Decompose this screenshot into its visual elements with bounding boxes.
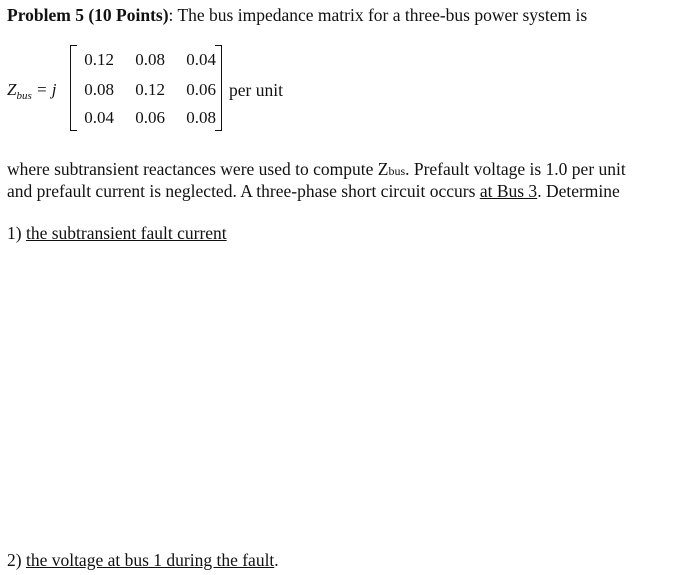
question-number: 2) — [7, 550, 26, 570]
zbus-subscript: bus — [16, 90, 32, 102]
matrix-cell: 0.08 — [135, 50, 165, 69]
paragraph-text: and prefault current is neglected. A three-phase short circuit occurs — [7, 181, 480, 201]
unit-label: per unit — [229, 80, 283, 100]
question-text: the voltage at bus 1 during the fault — [25, 550, 275, 570]
question-number: 1) — [7, 223, 26, 243]
matrix-cell: 0.12 — [135, 80, 165, 99]
question-text: the subtransient fault current — [25, 223, 227, 243]
fault-bus-underline: at Bus 3 — [479, 181, 538, 201]
zbus-letter: Z — [7, 80, 17, 99]
matrix-cell: 0.04 — [186, 50, 216, 69]
zbus-symbol — [7, 80, 56, 100]
matrix-cell: 0.06 — [186, 80, 216, 99]
paragraph-line-2 — [7, 181, 620, 202]
matrix-cell: 0.12 — [84, 50, 114, 69]
paragraph-text: . Prefault voltage is 1.0 per unit — [405, 159, 626, 179]
question-1 — [7, 223, 227, 244]
equals-j: = j — [36, 80, 57, 99]
matrix-cell: 0.08 — [84, 80, 114, 99]
matrix-cell: 0.04 — [84, 108, 114, 127]
question-suffix: . — [274, 550, 279, 570]
problem-statement — [7, 5, 587, 26]
matrix-right-bracket — [215, 45, 222, 131]
matrix-cell: 0.08 — [186, 108, 216, 127]
paragraph-text: . Determine — [537, 181, 620, 201]
zbus-inline-subscript: bus — [388, 164, 406, 178]
paragraph-text: where subtransient reactances were used to compute Z — [7, 159, 389, 179]
problem-intro: : The bus impedance matrix for a three-bus power system is — [168, 5, 588, 25]
paragraph-line-1 — [7, 159, 626, 180]
matrix-cell: 0.06 — [135, 108, 165, 127]
impedance-matrix — [70, 45, 222, 129]
question-2 — [7, 550, 279, 571]
problem-heading: Problem 5 (10 Points) — [7, 5, 169, 25]
